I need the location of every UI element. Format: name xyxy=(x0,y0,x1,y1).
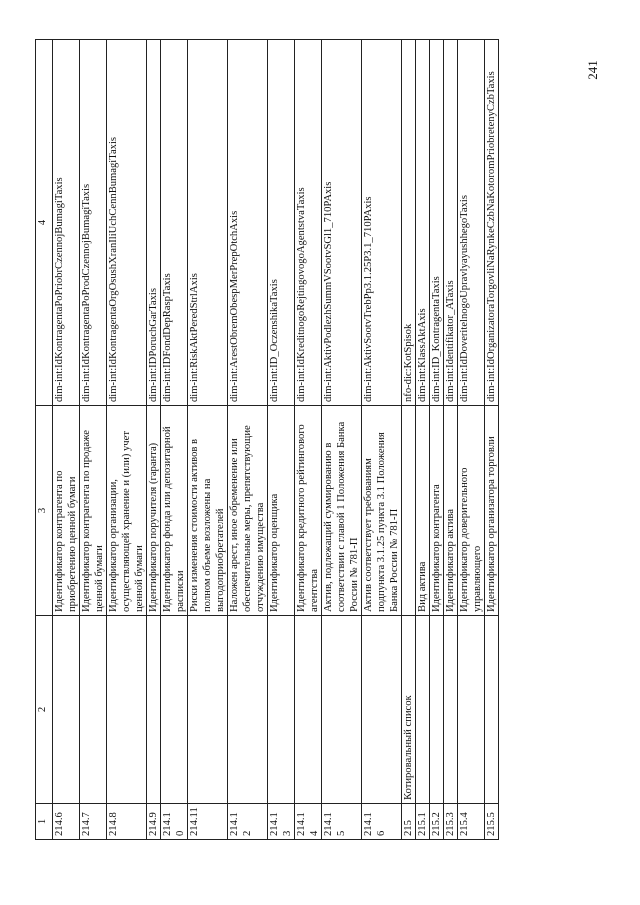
table-cell-col-4: dim-int:IdDoveritelnogoUpravlyayushhegoTaxis xyxy=(458,40,485,406)
table-cell-col-3: Идентификатор контрагента по приобретению ценной бумаги xyxy=(53,406,80,616)
table-row xyxy=(485,40,499,840)
table-row xyxy=(80,40,107,840)
table-cell-col-3: Вид актива xyxy=(416,406,430,616)
table-cell-col-2 xyxy=(107,616,147,804)
table-cell-col-1: 214.7 xyxy=(80,804,107,840)
table-cell-col-1: 215.5 xyxy=(485,804,499,840)
table-cell-col-3: Идентификатор фонда или депозитарной расписки xyxy=(161,406,188,616)
table-cell-col-4: dim-int:ArestObremObespMerPrepOtchAxis xyxy=(228,40,268,406)
table-cell-col-3: Идентификатор оценщика xyxy=(268,406,295,616)
table-row xyxy=(161,40,188,840)
table-row xyxy=(147,40,161,840)
table-cell-col-2 xyxy=(322,616,362,804)
table-cell-col-1: 215 xyxy=(402,804,416,840)
table-cell-col-4: dim-int:Identifikator_ATaxis xyxy=(444,40,458,406)
table-cell-col-4: dim-int:IDFondDepRaspTaxis xyxy=(161,40,188,406)
table-row xyxy=(458,40,485,840)
table-cell-col-2 xyxy=(268,616,295,804)
rotated-page xyxy=(35,40,605,840)
table-cell-col-1: 215.2 xyxy=(430,804,444,840)
table-cell-col-4: nfo-dic:KotSpisok xyxy=(402,40,416,406)
table-cell-col-2 xyxy=(416,616,430,804)
table-cell-col-3: Идентификатор организации, осуществляющей хранение и (или) учет ценной бумаги xyxy=(107,406,147,616)
table-cell-col-2 xyxy=(80,616,107,804)
table-cell-col-3: Актив соответствует требованиям подпункта 3.1.25 пункта 3.1 Положения Банка России № 781-П xyxy=(362,406,402,616)
table-cell-col-4: dim-int:ID_OczenshikaTaxis xyxy=(268,40,295,406)
table-cell-col-2 xyxy=(485,616,499,804)
table-cell-col-4: dim-int:KlassAktAxis xyxy=(416,40,430,406)
data-table xyxy=(35,39,499,840)
table-cell-col-2 xyxy=(430,616,444,804)
table-row xyxy=(268,40,295,840)
table-cell-col-3: Идентификатор актива xyxy=(444,406,458,616)
table-cell-col-1: 214.10 xyxy=(161,804,188,840)
table-cell-col-2 xyxy=(362,616,402,804)
table-cell-col-2 xyxy=(188,616,228,804)
table-cell-col-1: 214.14 xyxy=(295,804,322,840)
table-cell-col-4: dim-int:ID_KontragentaTaxis xyxy=(430,40,444,406)
table-cell-col-3 xyxy=(402,406,416,616)
column-header-3: 3 xyxy=(36,406,53,616)
table-cell-col-2: Котировальный список xyxy=(402,616,416,804)
table-cell-col-3: Идентификатор организатора торговли xyxy=(485,406,499,616)
table-cell-col-3: Риски изменения стоимости активов в полном объеме возложены на выгодоприобретателей xyxy=(188,406,228,616)
table-cell-col-1: 214.8 xyxy=(107,804,147,840)
table-row xyxy=(416,40,430,840)
table-row xyxy=(402,40,416,840)
table-cell-col-4: dim-int:IdKontragentaPoPriobrCzennojBumagiTaxis xyxy=(53,40,80,406)
table-cell-col-3: Наложен арест, иное обременение или обеспечительные меры, препятствующие отчуждению имущества xyxy=(228,406,268,616)
table-cell-col-4: dim-int:IdKontragentaOrgOsushXranIliUchCennBumagiTaxis xyxy=(107,40,147,406)
table-row xyxy=(322,40,362,840)
table-cell-col-1: 215.4 xyxy=(458,804,485,840)
table-cell-col-1: 215.1 xyxy=(416,804,430,840)
table-row xyxy=(362,40,402,840)
table-cell-col-1: 214.11 xyxy=(188,804,228,840)
table-cell-col-1: 214.12 xyxy=(228,804,268,840)
table-cell-col-3: Идентификатор кредитного рейтингового агентства xyxy=(295,406,322,616)
table-cell-col-2 xyxy=(295,616,322,804)
table-cell-col-1: 215.3 xyxy=(444,804,458,840)
table-cell-col-3: Идентификатор контрагента xyxy=(430,406,444,616)
table-cell-col-2 xyxy=(444,616,458,804)
table-cell-col-3: Актив, подлежащий суммированию в соответствии с главой 1 Положения Банка России № 781-П xyxy=(322,406,362,616)
table-cell-col-4: dim-int:AktivSootvTrebPp3.1.25P3.1_710PAxis xyxy=(362,40,402,406)
page-number: 241 xyxy=(584,60,600,80)
table-cell-col-2 xyxy=(458,616,485,804)
table-row xyxy=(107,40,147,840)
table-cell-col-4: dim-int:IdKreditnogoRejtingovogoAgentstvaTaxis xyxy=(295,40,322,406)
table-cell-col-4: dim-int:IdKontragentaPoProdCzennojBumagiTaxis xyxy=(80,40,107,406)
table-cell-col-1: 214.13 xyxy=(268,804,295,840)
table-cell-col-1: 214.15 xyxy=(322,804,362,840)
table-cell-col-2 xyxy=(228,616,268,804)
table-row xyxy=(430,40,444,840)
table-cell-col-1: 214.16 xyxy=(362,804,402,840)
table-cell-col-2 xyxy=(147,616,161,804)
table-row xyxy=(53,40,80,840)
table-row xyxy=(295,40,322,840)
table-row xyxy=(188,40,228,840)
table-cell-col-4: dim-int:IdOrganizatoraTorgovliNaRynkeCzbNaKotoromPriobretenyCzbTaxis xyxy=(485,40,499,406)
table-row xyxy=(228,40,268,840)
table-cell-col-3: Идентификатор поручителя (гаранта) xyxy=(147,406,161,616)
table-cell-col-2 xyxy=(161,616,188,804)
header-row xyxy=(36,40,53,840)
column-header-4: 4 xyxy=(36,40,53,406)
table-cell-col-3: Идентификатор доверительного управляющего xyxy=(458,406,485,616)
table-cell-col-4: dim-int:RiskAktPeredStrlAxis xyxy=(188,40,228,406)
table-cell-col-4: dim-int:AktivPodlezhSummVSootvSGl1_710PAxis xyxy=(322,40,362,406)
table-cell-col-2 xyxy=(53,616,80,804)
table-cell-col-1: 214.9 xyxy=(147,804,161,840)
column-header-1: 1 xyxy=(36,804,53,840)
table-cell-col-4: dim-int:IDPoruchGarTaxis xyxy=(147,40,161,406)
table-row xyxy=(444,40,458,840)
table-cell-col-1: 214.6 xyxy=(53,804,80,840)
table-cell-col-3: Идентификатор контрагента по продаже ценной бумаги xyxy=(80,406,107,616)
column-header-2: 2 xyxy=(36,616,53,804)
